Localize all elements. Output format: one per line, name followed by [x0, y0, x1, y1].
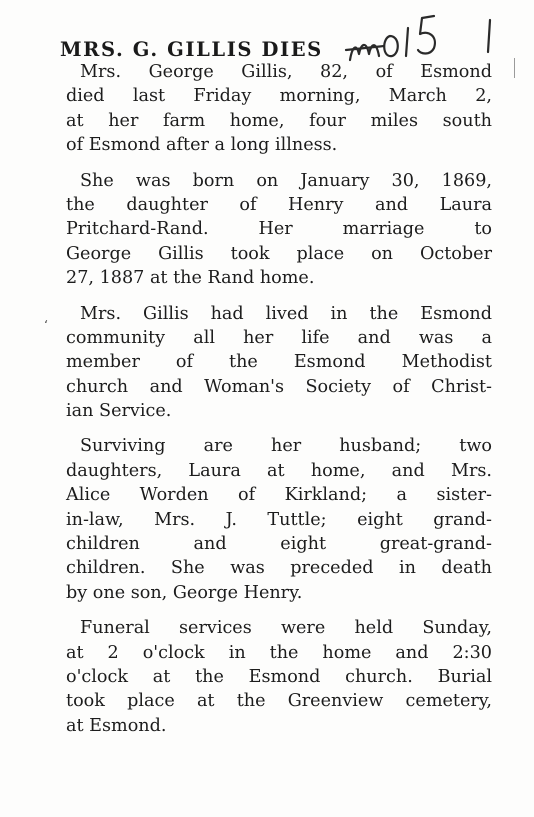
- text-line: Pritchard-Rand. Her marriage to: [66, 219, 492, 240]
- text-line: George Gillis took place on October: [66, 243, 492, 264]
- paragraph-5: [66, 616, 492, 738]
- text-line: at 2 o'clock in the home and 2:30: [66, 642, 492, 663]
- handwritten-annotation: [342, 6, 514, 66]
- paragraph-3: [66, 302, 492, 424]
- text-line: ian Service.: [66, 401, 172, 422]
- text-line: daughters, Laura at home, and Mrs.: [66, 460, 492, 481]
- margin-mark: [514, 58, 515, 78]
- text-line: Funeral services were held Sunday,: [80, 618, 492, 639]
- paragraph-2: [66, 169, 492, 291]
- text-line: in-law, Mrs. J. Tuttle; eight grand-: [66, 509, 492, 530]
- text-line: 27, 1887 at the Rand home.: [66, 268, 315, 289]
- text-line: took place at the Greenview cemetery,: [66, 691, 492, 712]
- text-line: o'clock at the Esmond church. Burial: [66, 666, 492, 687]
- text-line: by one son, George Henry.: [66, 582, 303, 603]
- text-line: Mrs. Gillis had lived in the Esmond: [80, 303, 492, 324]
- paragraph-4: [66, 434, 492, 605]
- text-line: community all her life and was a: [66, 327, 492, 348]
- text-line: children. She was preceded in death: [66, 558, 492, 579]
- paragraph-1: [66, 60, 492, 158]
- obituary-body: [66, 60, 492, 749]
- text-line: at her farm home, four miles south: [66, 110, 492, 131]
- text-line: member of the Esmond Methodist: [66, 352, 492, 373]
- text-line: Mrs. George Gillis, 82, of Esmond: [80, 62, 492, 82]
- text-line: the daughter of Henry and Laura: [66, 194, 492, 215]
- stray-mark: ʻ: [44, 318, 48, 332]
- text-line: Alice Worden of Kirkland; a sister-: [66, 485, 492, 506]
- text-line: She was born on January 30, 1869,: [80, 170, 492, 191]
- text-line: at Esmond.: [66, 715, 167, 736]
- headline: MRS. G. GILLIS DIES: [60, 38, 323, 61]
- text-line: Surviving are her husband; two: [80, 436, 492, 457]
- text-line: died last Friday morning, March 2,: [66, 86, 492, 107]
- text-line: children and eight great-grand-: [66, 534, 492, 555]
- text-line: church and Woman's Society of Christ-: [66, 376, 492, 397]
- text-line: of Esmond after a long illness.: [66, 135, 338, 156]
